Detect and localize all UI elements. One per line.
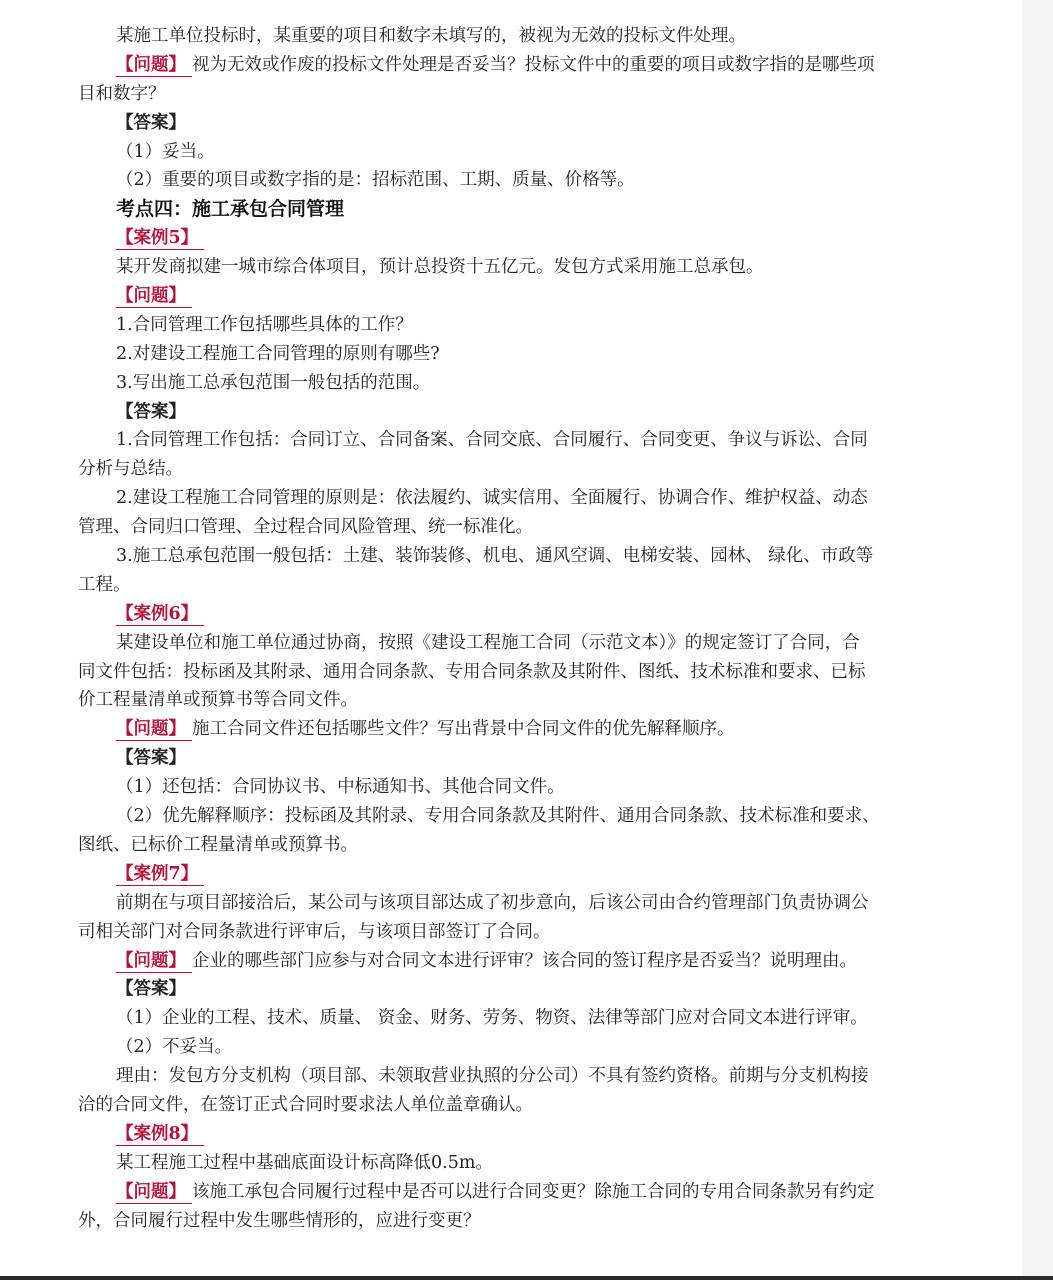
text-line — [78, 600, 950, 629]
line-text: 2.建设工程施工合同管理的原则是：依法履约、诚实信用、全面履行、协调合作、维护权益、动态 — [116, 488, 868, 509]
line-text: （1）企业的工程、技术、质量、 资金、财务、劳务、物资、法律等部门应对合同文本进行评审。 — [116, 1008, 868, 1029]
section-tag: 【案例5】 — [116, 227, 204, 250]
line-text: 施工合同文件还包括哪些文件？写出背景中合同文件的优先解释顺序。 — [192, 719, 735, 740]
text-line — [78, 398, 950, 427]
line-text: （2）重要的项目或数字指的是：招标范围、工期、质量、价格等。 — [116, 170, 635, 191]
line-text: 3.施工总承包范围一般包括：土建、装饰装修、机电、通风空调、电梯安装、园林、 绿化、市政等 — [116, 546, 874, 567]
text-line — [78, 744, 950, 773]
line-text: 2.对建设工程施工合同管理的原则有哪些? — [116, 343, 440, 364]
line-text: 某工程施工过程中基础底面设计标高降低0.5m。 — [116, 1152, 493, 1173]
text-line — [78, 224, 950, 253]
section-tag: 【问题】 — [116, 54, 192, 77]
text-line — [78, 658, 950, 687]
section-heading: 考点四：施工承包合同管理 — [116, 198, 345, 221]
line-text: 管理、合同归口管理、全过程合同风险管理、统一标准化。 — [78, 517, 533, 538]
line-text: 工程。 — [78, 574, 131, 595]
text-line — [78, 138, 950, 167]
line-text: 前期在与项目部接洽后，某公司与该项目部达成了初步意向，后该公司由合约管理部门负责协调公 — [116, 892, 869, 913]
line-text: 某施工单位投标时，某重要的项目和数字未填写的，被视为无效的投标文件处理。 — [116, 26, 746, 46]
line-text: 司相关部门对合同条款进行评审后，与该项目部签订了合同。 — [78, 921, 551, 942]
document-body — [78, 22, 950, 1235]
line-text: （1）妥当。 — [116, 141, 215, 162]
text-line — [78, 715, 950, 744]
line-text: 分析与总结。 — [78, 459, 183, 480]
text-line — [78, 831, 950, 860]
line-text: 该施工承包合同履行过程中是否可以进行合同变更？除施工合同的专用合同条款另有约定 — [192, 1181, 875, 1202]
line-text: 1.合同管理工作包括：合同订立、合同备案、合同交底、合同履行、合同变更、争议与诉讼、合同 — [116, 430, 868, 451]
text-line — [78, 426, 950, 455]
section-tag: 【案例6】 — [116, 603, 204, 626]
answer-label: 【答案】 — [116, 748, 186, 769]
text-line — [78, 686, 950, 715]
text-line — [78, 455, 950, 484]
text-line — [78, 369, 950, 398]
text-line — [78, 1033, 950, 1062]
text-line — [78, 542, 950, 571]
text-line — [78, 947, 950, 976]
section-tag: 【问题】 — [116, 718, 192, 741]
section-tag: 【问题】 — [116, 285, 192, 308]
line-text: 某开发商拟建一城市综合体项目，预计总投资十五亿元。发包方式采用施工总承包。 — [116, 257, 764, 278]
text-line — [78, 860, 950, 889]
line-text: 某建设单位和施工单位通过协商，按照《建设工程施工合同（示范文本）》的规定签订了合同，合 — [116, 632, 860, 653]
text-line — [78, 918, 950, 947]
text-line — [78, 629, 950, 658]
text-line — [78, 1149, 950, 1178]
bottom-bar — [0, 1276, 1053, 1280]
text-line — [78, 513, 950, 542]
line-text: （2）优先解释顺序：投标函及其附录、专用合同条款及其附件、通用合同条款、技术标准和要求、 — [116, 806, 880, 827]
line-text: 洽的合同文件，在签订正式合同时要求法人单位盖章确认。 — [78, 1094, 533, 1115]
section-tag: 【案例7】 — [116, 863, 204, 886]
line-text: 同文件包括：投标函及其附录、通用合同条款、专用合同条款及其附件、图纸、技术标准和要求、已标 — [78, 661, 866, 682]
line-text: 外，合同履行过程中发生哪些情形的，应进行变更？ — [78, 1210, 481, 1231]
text-line — [78, 484, 950, 513]
line-text: 3.写出施工总承包范围一般包括的范围。 — [116, 372, 431, 393]
text-line — [78, 282, 950, 311]
line-text: 理由：发包方分支机构（项目部、未领取营业执照的分公司）不具有签约资格。前期与分支机构接 — [116, 1066, 869, 1087]
text-line — [78, 340, 950, 369]
text-line — [78, 1091, 950, 1120]
text-line — [78, 109, 950, 138]
answer-label: 【答案】 — [116, 979, 186, 1000]
text-line — [78, 166, 950, 195]
line-text: 视为无效或作废的投标文件处理是否妥当？投标文件中的重要的项目或数字指的是哪些项 — [192, 54, 875, 75]
answer-label: 【答案】 — [116, 401, 186, 422]
text-line — [78, 975, 950, 1004]
text-line — [78, 1062, 950, 1091]
line-text: （2）不妥当。 — [116, 1037, 233, 1058]
text-line — [78, 571, 950, 600]
line-text: 企业的哪些部门应参与对合同文本进行评审？该合同的签订程序是否妥当？说明理由。 — [192, 950, 857, 971]
text-line — [78, 1178, 950, 1207]
line-text: （1）还包括：合同协议书、中标通知书、其他合同文件。 — [116, 777, 565, 798]
answer-label: 【答案】 — [116, 112, 186, 133]
section-tag: 【问题】 — [116, 1181, 192, 1204]
text-line — [78, 802, 950, 831]
text-line — [78, 22, 950, 51]
section-tag: 【案例8】 — [116, 1123, 204, 1146]
line-text: 1.合同管理工作包括哪些具体的工作？ — [116, 314, 413, 335]
text-line — [78, 80, 950, 109]
text-line — [78, 311, 950, 340]
text-line — [78, 1004, 950, 1033]
line-text: 价工程量清单或预算书等合同文件。 — [78, 690, 358, 711]
text-line — [78, 51, 950, 80]
text-line — [78, 889, 950, 918]
text-line — [78, 1120, 950, 1149]
text-line — [78, 253, 950, 282]
text-line — [78, 1207, 950, 1236]
line-text: 目和数字？ — [78, 83, 166, 104]
text-line — [78, 773, 950, 802]
text-line — [78, 195, 950, 224]
section-tag: 【问题】 — [116, 950, 192, 973]
line-text: 图纸、已标价工程量清单或预算书。 — [78, 834, 358, 855]
